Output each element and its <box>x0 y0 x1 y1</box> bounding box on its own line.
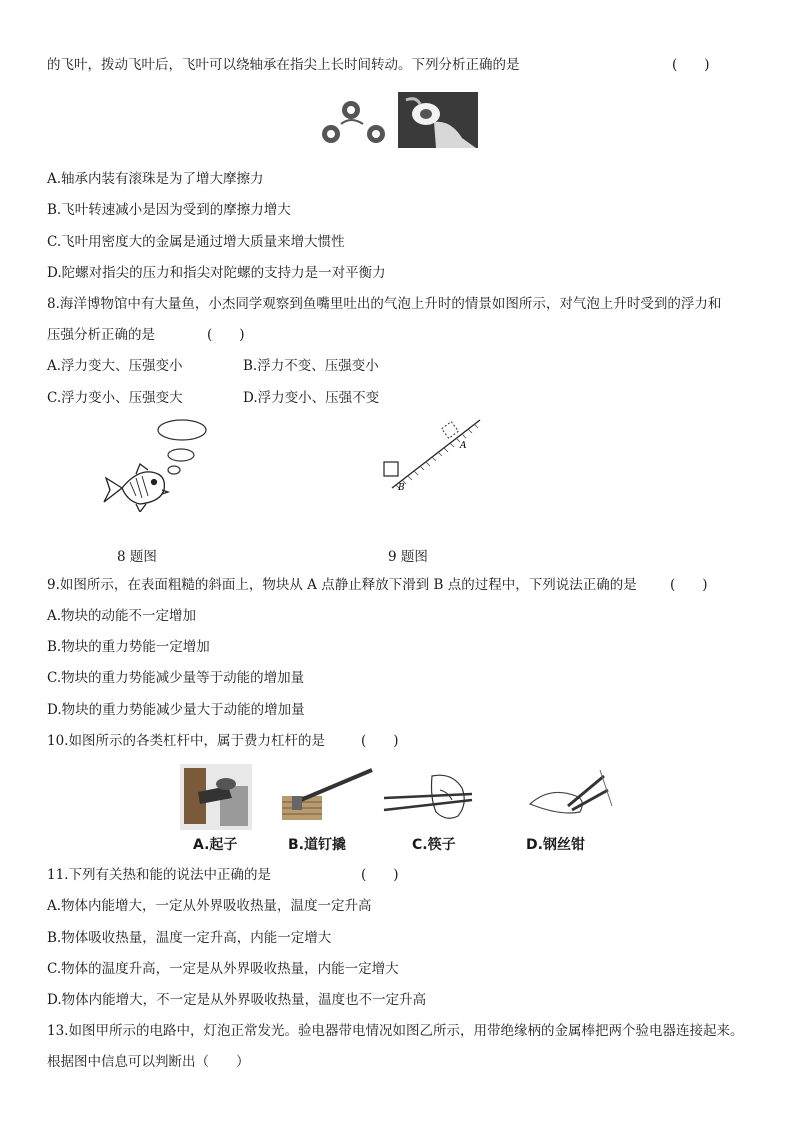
q8-answer-paren: ( ) <box>207 327 245 343</box>
q7-option-d: D.陀螺对指尖的压力和指尖对陀螺的支持力是一对平衡力 <box>47 265 386 281</box>
spinner-in-hand-icon <box>398 92 478 148</box>
q13-stem-line-2: 根据图中信息可以判断出（ ） <box>47 1054 250 1070</box>
q8-option-a: A.浮力变大、压强变小 <box>47 358 183 374</box>
lever-a-caption: A.起子 <box>193 837 238 853</box>
point-a-label: A <box>460 441 467 451</box>
q11-option-b: B.物体吸收热量，温度一定升高，内能一定增大 <box>47 930 332 946</box>
wire-pliers-image <box>520 766 614 830</box>
figure-9-caption: 9 题图 <box>388 549 428 565</box>
q11-option-a: A.物体内能增大，一定从外界吸收热量，温度一定升高 <box>47 898 372 914</box>
incline-hatching <box>396 424 478 489</box>
incline-figure <box>376 412 486 497</box>
q7-option-b: B.飞叶转速减小是因为受到的摩擦力增大 <box>47 202 291 218</box>
q9-stem: 9.如图所示，在表面粗糙的斜面上，物块从 A 点静止释放下滑到 B 点的过程中，下列说法正确的是 <box>47 577 637 593</box>
q9-option-b: B.物块的重力势能一定增加 <box>47 639 210 655</box>
lever-b-caption: B.道钉撬 <box>288 837 346 853</box>
nail-puller-image <box>282 768 376 828</box>
q8-option-c: C.浮力变小、压强变大 <box>47 390 183 406</box>
q9-option-c: C.物块的重力势能减少量等于动能的增加量 <box>47 670 305 686</box>
medium-bubble-icon <box>168 449 194 461</box>
q11-answer-paren: ( ) <box>361 867 399 883</box>
q11-option-d: D.物体内能增大，不一定是从外界吸收热量，温度也不一定升高 <box>47 992 427 1008</box>
q7-option-a: A.轴承内装有滚珠是为了增大摩擦力 <box>47 171 264 187</box>
bottle-opener-image <box>180 764 252 830</box>
point-b-label: B <box>398 483 405 493</box>
q7-option-c: C.飞叶用密度大的金属是通过增大质量来增大惯性 <box>47 234 345 250</box>
q13-stem-line-1: 13.如图甲所示的电路中，灯泡正常发光。验电器带电情况如图乙所示，用带绝缘柄的金属棒把两个验电器连接起来。 <box>47 1023 744 1039</box>
lever-d-caption: D.钢丝钳 <box>526 837 585 853</box>
spinner-parts-icon <box>322 101 385 143</box>
q10-answer-paren: ( ) <box>361 733 399 749</box>
small-bubble-icon <box>168 466 180 474</box>
fish-icon <box>104 464 168 512</box>
chopsticks-image <box>380 768 476 828</box>
q11-stem: 11.下列有关热和能的说法中正确的是 <box>47 867 271 883</box>
q8-stem-line-2: 压强分析正确的是 <box>47 327 155 343</box>
q8-option-d: D.浮力变小、压强不变 <box>243 390 380 406</box>
q10-stem: 10.如图所示的各类杠杆中，属于费力杠杆的是 <box>47 733 325 749</box>
figure-8-caption: 8 题图 <box>117 549 157 565</box>
block-position-a <box>442 422 459 439</box>
fidget-spinner-figure <box>316 90 482 150</box>
q7-stem-line: 的飞叶，拨动飞叶后，飞叶可以绕轴承在指尖上长时间转动。下列分析正确的是 <box>47 57 520 73</box>
block-position-b <box>384 462 398 476</box>
q8-stem-line-1: 8.海洋博物馆中有大量鱼，小杰同学观察到鱼嘴里吐出的气泡上升时的情景如图所示，对气泡上升时受到的浮力和 <box>47 296 722 312</box>
incline-surface <box>392 420 480 488</box>
fish-bubbles-figure <box>100 412 210 512</box>
q11-option-c: C.物体的温度升高，一定是从外界吸收热量，内能一定增大 <box>47 961 399 977</box>
large-bubble-icon <box>158 420 206 440</box>
lever-c-caption: C.筷子 <box>412 837 456 853</box>
q8-option-b: B.浮力不变、压强变小 <box>243 358 379 374</box>
q7-answer-paren: ( ) <box>672 57 710 73</box>
q9-option-d: D.物块的重力势能减少量大于动能的增加量 <box>47 702 305 718</box>
q9-option-a: A.物块的动能不一定增加 <box>47 608 197 624</box>
q9-answer-paren: ( ) <box>670 577 708 593</box>
